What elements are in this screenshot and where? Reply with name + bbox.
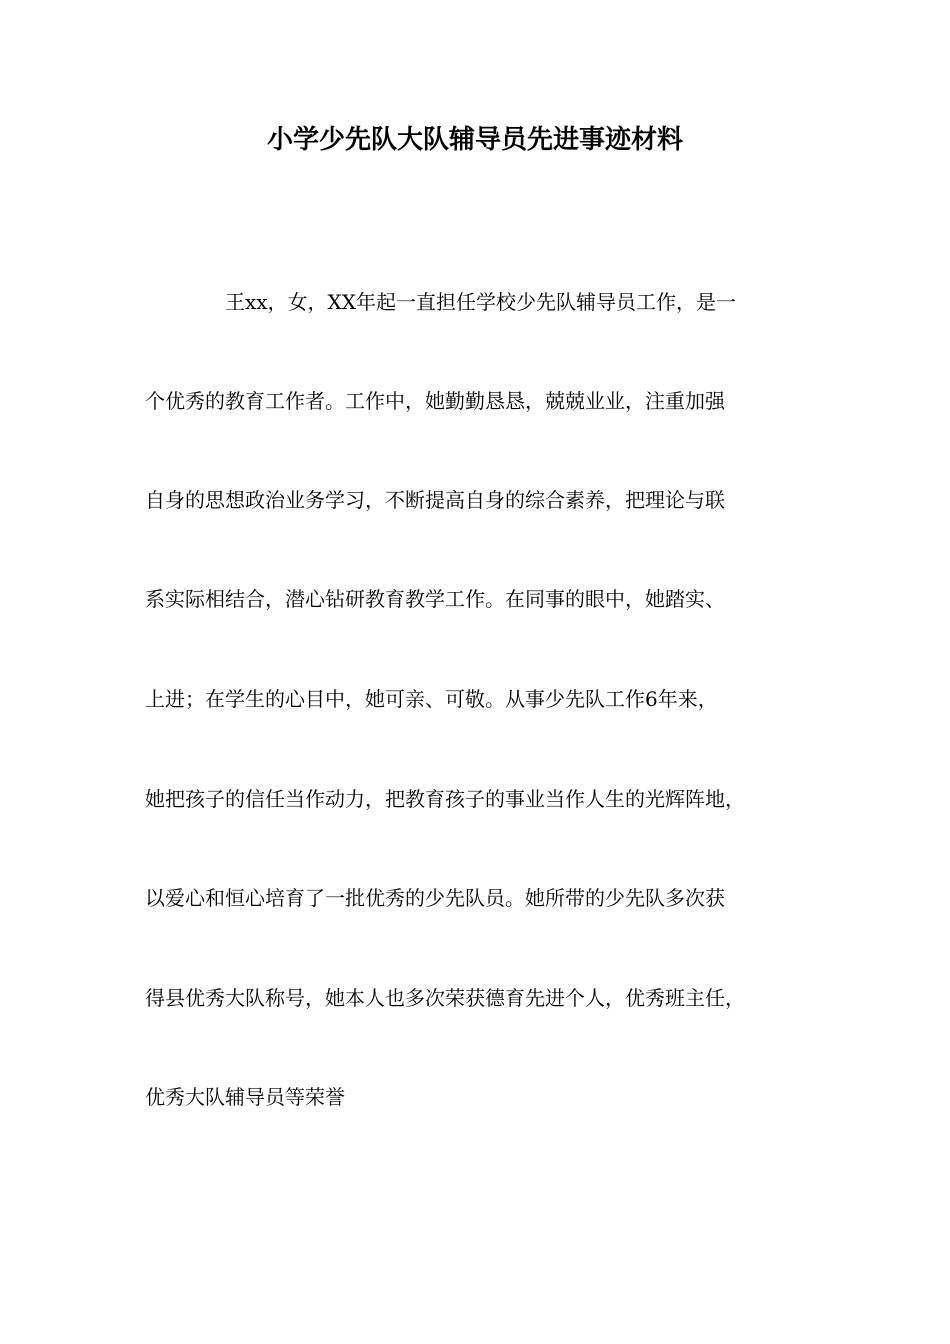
- paragraph-line-3: 自身的思想政治业务学习，不断提高自身的综合素养，把理论与联: [145, 488, 725, 512]
- paragraph-line-6: 她把孩子的信任当作动力，把教育孩子的事业当作人生的光辉阵地，: [145, 787, 745, 811]
- paragraph-line-5: 上进；在学生的心目中，她可亲、可敬。从事少先队工作6年来，: [145, 687, 718, 711]
- paragraph-line-4: 系实际相结合，潜心钻研教育教学工作。在同事的眼中，她踏实、: [145, 587, 725, 611]
- document-title: 小学少先队大队辅导员先进事迹材料: [266, 125, 683, 155]
- paragraph-line-9: 优秀大队辅导员等荣誉: [145, 1085, 345, 1109]
- paragraph-line-8: 得县优秀大队称号，她本人也多次荣获德育先进个人，优秀班主任，: [145, 986, 745, 1010]
- paragraph-line-1: 王xx，女，XX年起一直担任学校少先队辅导员工作，是一: [225, 290, 737, 314]
- paragraph-line-7: 以爱心和恒心培育了一批优秀的少先队员。她所带的少先队多次获: [145, 886, 725, 910]
- paragraph-line-2: 个优秀的教育工作者。工作中，她勤勤恳恳，兢兢业业，注重加强: [145, 389, 725, 413]
